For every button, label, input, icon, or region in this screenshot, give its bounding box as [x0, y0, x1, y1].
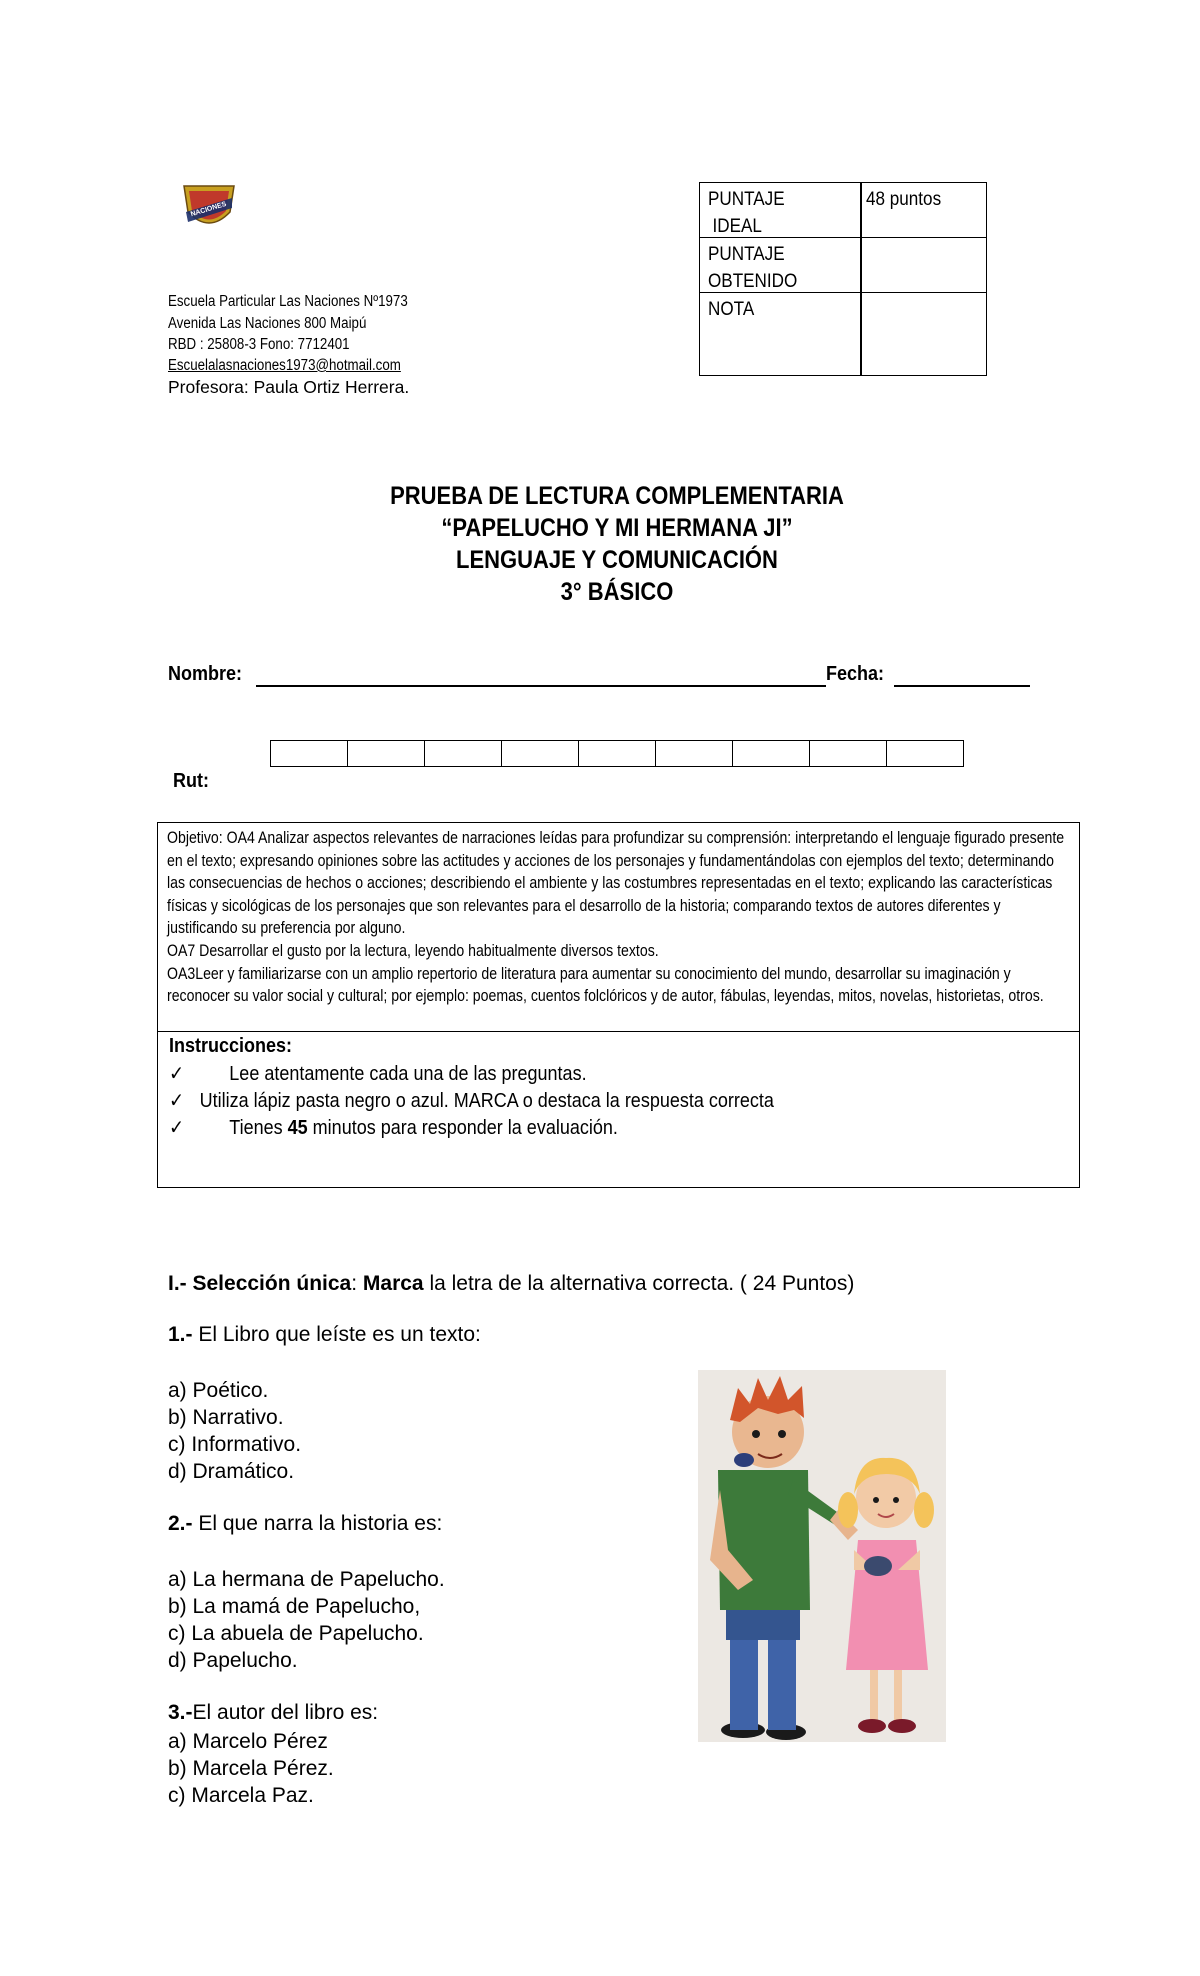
ideal-score-label-1: PUNTAJE: [708, 189, 785, 210]
section-type: Selección única: [192, 1272, 352, 1295]
question-3: [168, 1701, 378, 1725]
ideal-score-value: 48 puntos: [866, 189, 942, 210]
answer-option[interactable]: b) Marcela Pérez.: [168, 1757, 334, 1780]
question-text: El Libro que leíste es un texto:: [192, 1323, 481, 1346]
question-1: [168, 1323, 481, 1347]
question-number: 3.-: [168, 1701, 193, 1724]
question-text: El autor del libro es:: [192, 1701, 379, 1724]
instruction-text: Utiliza lápiz pasta negro o azul. MARCA o destaca la respuesta correcta: [199, 1090, 774, 1112]
score-row-obtained: [700, 238, 986, 293]
rut-digit-box[interactable]: [733, 741, 810, 766]
question-text: El que narra la historia es:: [192, 1512, 443, 1535]
objective-oa4: Objetivo: OA4 Analizar aspectos relevantes de narraciones leídas para profundizar su comprensión: interpretando el lenguaje figurado presente en el texto; expresando opiniones sobre las actitudes y acciones de los personajes y fundamentándolas con ejemplos del texto; determinando las consecuencias de hechos o acciones; describiendo el ambiente y las costumbres representadas en el texto; explicando las características físicas y sicológicas de los personajes que son relevantes para el desarrollo de la historia; comparando textos de autores diferentes y justificando su preferencia por alguno.: [167, 829, 1065, 938]
objectives-instructions-box: [157, 822, 1080, 1188]
rut-digit-box[interactable]: [502, 741, 579, 766]
answer-option[interactable]: c) La abuela de Papelucho.: [168, 1622, 424, 1645]
answer-option[interactable]: b) Narrativo.: [168, 1406, 284, 1429]
answer-option[interactable]: a) Marcelo Pérez: [168, 1730, 328, 1753]
rut-digit-box[interactable]: [348, 741, 425, 766]
score-row-grade: [700, 293, 986, 375]
instruction-item: [169, 1062, 587, 1086]
obtained-score-label-2: OBTENIDO: [708, 271, 798, 292]
answer-option[interactable]: a) Poético.: [168, 1379, 269, 1402]
school-email-link[interactable]: Escuelalasnaciones1973@hotmail.com: [168, 357, 401, 374]
question-2: [168, 1512, 442, 1536]
objective-oa7: OA7 Desarrollar el gusto por la lectura, leyendo habitualmente diversos textos.: [167, 941, 659, 960]
instruction-item: [169, 1116, 618, 1140]
rut-digit-box[interactable]: [579, 741, 656, 766]
grade-label: NOTA: [708, 299, 755, 320]
name-field[interactable]: [256, 685, 826, 687]
answer-option[interactable]: d) Dramático.: [168, 1460, 295, 1483]
grade-level-title: 3° BÁSICO: [560, 578, 674, 606]
subject-title: LENGUAJE Y COMUNICACIÓN: [456, 546, 778, 574]
instruction-item: [169, 1089, 774, 1113]
obtained-score-label-1: PUNTAJE: [708, 244, 785, 265]
question-number: 2.-: [168, 1512, 193, 1535]
answer-option[interactable]: b) La mamá de Papelucho,: [168, 1595, 421, 1618]
rut-digit-box[interactable]: [656, 741, 733, 766]
rut-label: Rut:: [173, 770, 209, 792]
score-table: [699, 182, 987, 376]
section-instruction: la letra de la alternativa correcta. ( 24 Puntos): [423, 1272, 855, 1295]
rut-digit-box[interactable]: [271, 741, 348, 766]
school-logo: [180, 182, 238, 234]
book-title: “PAPELUCHO Y MI HERMANA JI”: [441, 514, 793, 542]
answer-option[interactable]: c) Marcela Paz.: [168, 1784, 314, 1807]
question-number: 1.-: [168, 1323, 193, 1346]
name-label: Nombre:: [168, 663, 243, 685]
school-rbd-phone: RBD : 25808-3 Fono: 7712401: [168, 336, 350, 353]
checkmark-icon: ✓: [169, 1090, 185, 1112]
time-limit-minutes: 45: [287, 1117, 308, 1139]
instruction-text: Tienes: [229, 1117, 288, 1139]
objectives-section: [158, 823, 1079, 1032]
rut-digit-box[interactable]: [810, 741, 887, 766]
date-label: Fecha:: [826, 663, 885, 685]
section-heading: I.- Selección única: Marca la letra de la alternativa correcta. ( 24 Puntos): [168, 1272, 855, 1295]
rut-field[interactable]: [270, 740, 964, 767]
instruction-text: Lee atentamente cada una de las preguntas.: [229, 1063, 587, 1085]
rut-digit-box[interactable]: [425, 741, 502, 766]
test-title: PRUEBA DE LECTURA COMPLEMENTARIA: [390, 482, 844, 510]
papelucho-illustration: [698, 1370, 946, 1742]
svg-text:NACIONES: NACIONES: [189, 200, 228, 219]
instruction-text: minutos para responder la evaluación.: [307, 1117, 618, 1139]
instructions-title: Instrucciones:: [169, 1035, 293, 1057]
checkmark-icon: ✓: [169, 1117, 185, 1139]
section-verb: Marca: [362, 1272, 424, 1295]
date-field[interactable]: [894, 685, 1030, 687]
section-numeral: I.-: [168, 1272, 193, 1295]
answer-option[interactable]: d) Papelucho.: [168, 1649, 298, 1672]
teacher-name: Profesora: Paula Ortiz Herrera.: [168, 377, 410, 397]
school-address: Avenida Las Naciones 800 Maipú: [168, 315, 367, 332]
score-row-ideal: [700, 183, 986, 238]
school-name: Escuela Particular Las Naciones Nº1973: [168, 293, 408, 310]
objective-oa3: OA3Leer y familiarizarse con un amplio repertorio de literatura para aumentar su conocimiento del mundo, desarrollar su imaginación y reconocer su valor social y cultural; por ejemplo: poemas, cuentos folclóricos y de autor, fábulas, leyendas, mitos, novelas, historietas, otros.: [167, 964, 1044, 1006]
answer-option[interactable]: c) Informativo.: [168, 1433, 302, 1456]
ideal-score-label-2: IDEAL: [712, 216, 762, 237]
checkmark-icon: ✓: [169, 1063, 185, 1085]
answer-option[interactable]: a) La hermana de Papelucho.: [168, 1568, 445, 1591]
rut-digit-box[interactable]: [887, 741, 963, 766]
